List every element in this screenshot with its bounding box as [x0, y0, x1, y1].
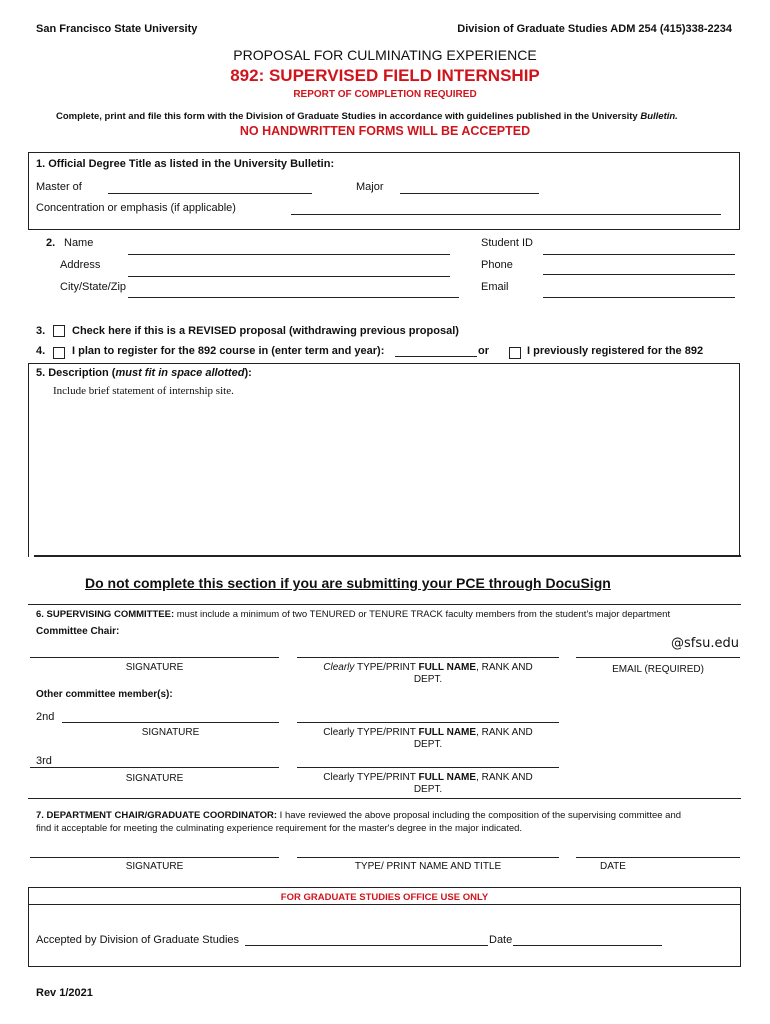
name-label: Name — [64, 237, 94, 249]
term-year-field[interactable] — [395, 356, 477, 357]
email-label: Email — [481, 281, 509, 293]
section5-heading-italic: must fit in space allotted — [115, 367, 245, 379]
section7-heading-line2: find it acceptable for meeting the culminating experience requirement for the master's degree in the major indicated. — [36, 823, 523, 834]
major-label: Major — [356, 181, 384, 193]
master-of-field[interactable] — [108, 193, 312, 194]
third-name-field[interactable] — [297, 767, 559, 768]
section4-number: 4. — [36, 345, 46, 357]
third-type-print: Clearly TYPE/PRINT — [323, 772, 419, 783]
section6-heading — [36, 609, 670, 620]
section3-number: 3. — [36, 325, 46, 337]
city-state-zip-label: City/State/Zip — [60, 281, 127, 293]
third-signature-field[interactable] — [30, 767, 279, 768]
section7-heading — [36, 810, 681, 821]
phone-field[interactable] — [543, 274, 735, 275]
section1-heading: 1. Official Degree Title as listed in the University Bulletin: — [36, 158, 335, 170]
committee-chair-label: Committee Chair: — [36, 626, 120, 637]
plan-register-checkbox[interactable] — [53, 347, 65, 359]
email-field[interactable] — [543, 297, 735, 298]
previously-registered-checkbox[interactable] — [509, 347, 521, 359]
chair-dept: DEPT. — [413, 674, 443, 685]
description-textarea[interactable] — [36, 401, 736, 551]
accepted-by-field[interactable] — [245, 945, 488, 946]
second-full-name: FULL NAME — [418, 727, 477, 738]
second-type-print: Clearly TYPE/PRINT — [323, 727, 419, 738]
instructions — [56, 111, 678, 122]
other-members-label: Other committee member(s): — [36, 689, 173, 700]
third-member-label: 3rd — [36, 755, 52, 767]
section6-heading-rest: must include a minimum of two TENURED or TENURE TRACK faculty members from the student's major department — [174, 609, 671, 620]
previously-registered-label: I previously registered for the 892 — [527, 345, 704, 357]
student-id-field[interactable] — [543, 254, 735, 255]
description-bottom-rule — [34, 555, 741, 557]
section7-heading-rest: I have reviewed the above proposal including the composition of the supervising committee and — [277, 810, 682, 821]
bulletin-word: Bulletin. — [640, 111, 678, 122]
office-date-label: Date — [489, 934, 513, 946]
form-title: PROPOSAL FOR CULMINATING EXPERIENCE — [233, 47, 537, 63]
section7-top-rule — [28, 798, 741, 799]
chair-coord-signature-field[interactable] — [30, 857, 279, 858]
chair-type-print: TYPE/PRINT — [354, 662, 419, 673]
section2-number: 2. — [46, 237, 56, 249]
chair-full-name: FULL NAME — [418, 662, 477, 673]
chair-coord-date-field[interactable] — [576, 857, 740, 858]
docusign-notice: Do not complete this section if you are submitting your PCE through DocuSign — [85, 575, 611, 591]
major-field[interactable] — [400, 193, 539, 194]
form-subtitle: 892: SUPERVISED FIELD INTERNSHIP — [230, 66, 540, 85]
chair-signature-field[interactable] — [30, 657, 279, 658]
concentration-label: Concentration or emphasis (if applicable) — [36, 202, 236, 214]
name-field[interactable] — [128, 254, 450, 255]
or-label: or — [478, 345, 489, 357]
chair-name-field[interactable] — [297, 657, 559, 658]
section7-heading-bold: 7. DEPARTMENT CHAIR/GRADUATE COORDINATOR: — [36, 810, 278, 821]
second-member-label: 2nd — [36, 711, 55, 723]
section5-heading — [36, 367, 252, 379]
chair-coord-name-field[interactable] — [297, 857, 559, 858]
third-name-caption — [297, 772, 559, 796]
accepted-by-label: Accepted by Division of Graduate Studies — [36, 934, 240, 946]
chair-coord-date-caption: DATE — [600, 861, 626, 872]
office-use-divider — [28, 904, 741, 905]
instructions-text: Complete, print and file this form with the Division of Graduate Studies in accordance with guidelines published in the University — [56, 111, 641, 122]
chair-clearly: Clearly — [323, 662, 355, 673]
section6-top-rule — [28, 604, 741, 605]
section5-heading-end: ): — [244, 367, 252, 379]
sfsu-email-domain: @sfsu.edu — [671, 636, 739, 651]
third-dept: DEPT. — [413, 784, 443, 795]
third-full-name: FULL NAME — [418, 772, 477, 783]
revision-label: Rev 1/2021 — [36, 987, 93, 999]
city-state-zip-field[interactable] — [128, 297, 459, 298]
university-name: San Francisco State University — [36, 23, 198, 35]
section6-heading-bold: 6. SUPERVISING COMMITTEE: — [36, 609, 175, 620]
division-contact: Division of Graduate Studies ADM 254 (415)338-2234 — [457, 23, 732, 35]
revised-label: Check here if this is a REVISED proposal (withdrawing previous proposal) — [72, 325, 459, 337]
second-name-field[interactable] — [297, 722, 559, 723]
second-signature-field[interactable] — [62, 722, 279, 723]
chair-rank: , RANK AND — [476, 662, 533, 673]
revised-checkbox[interactable] — [53, 325, 65, 337]
chair-coord-name-caption: TYPE/ PRINT NAME AND TITLE — [354, 861, 502, 872]
second-rank: , RANK AND — [476, 727, 533, 738]
description-hint: Include brief statement of internship site. — [53, 385, 234, 397]
chair-signature-caption: SIGNATURE — [125, 662, 184, 673]
address-label: Address — [60, 259, 101, 271]
third-rank: , RANK AND — [476, 772, 533, 783]
second-signature-caption: SIGNATURE — [141, 727, 200, 738]
third-signature-caption: SIGNATURE — [125, 773, 184, 784]
section5-heading-start: 5. Description ( — [36, 367, 116, 379]
plan-register-label: I plan to register for the 892 course in (enter term and year): — [72, 345, 385, 357]
chair-email-field[interactable] — [576, 657, 740, 658]
chair-email-caption: EMAIL (REQUIRED) — [612, 664, 704, 675]
concentration-field[interactable] — [291, 214, 721, 215]
no-handwritten-notice: NO HANDWRITTEN FORMS WILL BE ACCEPTED — [239, 124, 531, 138]
address-field[interactable] — [128, 276, 450, 277]
second-name-caption — [297, 727, 559, 751]
chair-coord-signature-caption: SIGNATURE — [125, 861, 184, 872]
phone-label: Phone — [481, 259, 513, 271]
chair-name-caption — [297, 662, 559, 686]
student-id-label: Student ID — [481, 237, 533, 249]
office-use-heading: FOR GRADUATE STUDIES OFFICE USE ONLY — [280, 892, 489, 903]
second-dept: DEPT. — [413, 739, 443, 750]
master-of-label: Master of — [36, 181, 82, 193]
office-date-field[interactable] — [513, 945, 662, 946]
report-required: REPORT OF COMPLETION REQUIRED — [293, 89, 477, 100]
